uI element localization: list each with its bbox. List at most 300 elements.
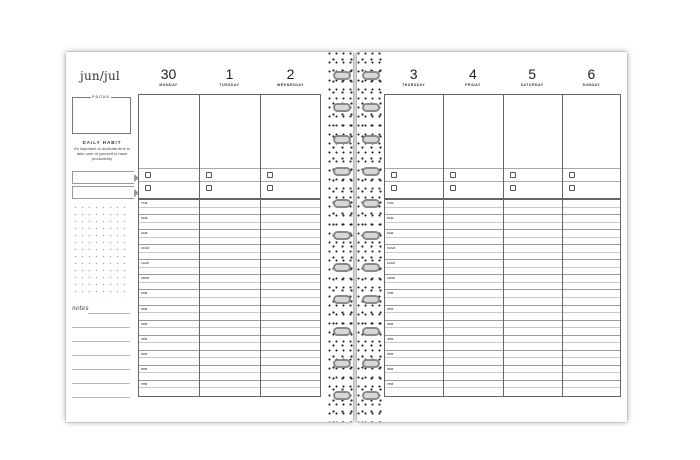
schedule-line[interactable]	[261, 357, 320, 358]
day-box[interactable]	[260, 94, 321, 397]
day-box[interactable]	[199, 94, 260, 397]
schedule-line[interactable]	[385, 229, 443, 230]
schedule-line[interactable]	[563, 252, 620, 253]
schedule-line[interactable]	[385, 387, 443, 388]
task-checkbox[interactable]	[510, 185, 516, 191]
task-checkbox[interactable]	[569, 172, 575, 178]
day-header	[503, 66, 562, 87]
binder-ring	[362, 135, 380, 144]
day-header	[199, 66, 260, 87]
schedule-line[interactable]	[139, 207, 199, 208]
schedule-divider	[504, 198, 562, 200]
schedule-line[interactable]	[385, 252, 443, 253]
binder-ring	[333, 231, 351, 240]
schedule-line[interactable]	[139, 222, 199, 223]
habit-tracker-row[interactable]	[72, 171, 134, 184]
time-label: 12PM	[141, 276, 149, 281]
schedule-line[interactable]	[563, 214, 620, 215]
schedule-line[interactable]	[261, 267, 320, 268]
schedule-line[interactable]	[139, 342, 199, 343]
day-box[interactable]	[138, 94, 199, 397]
task-checkbox[interactable]	[206, 185, 212, 191]
notes-line[interactable]	[72, 369, 130, 370]
schedule-line[interactable]	[563, 342, 620, 343]
right-days-grid	[384, 52, 621, 422]
focus-box[interactable]	[72, 97, 131, 134]
binder-ring	[362, 391, 380, 400]
schedule-line[interactable]	[200, 365, 260, 366]
schedule-line[interactable]	[261, 282, 320, 283]
task-checkbox[interactable]	[206, 172, 212, 178]
schedule-line[interactable]	[444, 305, 502, 306]
dot-grid[interactable]	[72, 204, 130, 298]
schedule-line[interactable]	[385, 207, 443, 208]
schedule-line[interactable]	[563, 387, 620, 388]
schedule-line[interactable]	[444, 357, 502, 358]
time-label: 1PM	[141, 291, 148, 296]
schedule-line[interactable]	[444, 342, 502, 343]
schedule-line[interactable]	[504, 252, 562, 253]
day-number: 5	[528, 66, 537, 82]
schedule-line[interactable]	[563, 222, 620, 223]
schedule-line[interactable]	[385, 297, 443, 298]
binder-ring	[333, 391, 351, 400]
schedule-line[interactable]	[200, 297, 260, 298]
schedule-line[interactable]	[563, 237, 620, 238]
schedule-divider	[139, 198, 199, 200]
schedule-line[interactable]	[504, 305, 562, 306]
schedule-line[interactable]	[563, 320, 620, 321]
schedule-line[interactable]	[504, 259, 562, 260]
task-checkbox[interactable]	[450, 185, 456, 191]
schedule-line[interactable]	[504, 342, 562, 343]
schedule-line[interactable]	[261, 335, 320, 336]
task-checkbox[interactable]	[145, 172, 151, 178]
time-label: 3PM	[387, 321, 394, 326]
schedule-line[interactable]	[139, 357, 199, 358]
schedule-line[interactable]	[563, 259, 620, 260]
task-row[interactable]	[261, 168, 320, 181]
time-label: 1PM	[387, 291, 394, 296]
schedule-line[interactable]	[563, 305, 620, 306]
schedule-line[interactable]	[200, 387, 260, 388]
schedule-line[interactable]	[444, 365, 502, 366]
schedule-line[interactable]	[504, 214, 562, 215]
day-number: 30	[160, 66, 177, 82]
day-box[interactable]	[443, 94, 502, 397]
binder-ring	[333, 199, 351, 208]
schedule-line[interactable]	[385, 380, 443, 381]
schedule-line[interactable]	[385, 335, 443, 336]
schedule-line[interactable]	[385, 274, 443, 275]
schedule-line[interactable]	[200, 380, 260, 381]
time-label: 8AM	[141, 216, 148, 221]
schedule-line[interactable]	[261, 387, 320, 388]
schedule-line[interactable]	[504, 237, 562, 238]
binder-ring	[362, 359, 380, 368]
schedule-line[interactable]	[444, 312, 502, 313]
daily-habit-text: It's important to dedicate time to take care of yourself to have productivity	[73, 146, 131, 161]
schedule-line[interactable]	[261, 259, 320, 260]
schedule-divider	[261, 198, 320, 200]
schedule-line[interactable]	[444, 252, 502, 253]
schedule-line[interactable]	[563, 274, 620, 275]
schedule-line[interactable]	[504, 327, 562, 328]
schedule-line[interactable]	[200, 305, 260, 306]
binder-ring	[333, 103, 351, 112]
task-row[interactable]	[563, 168, 620, 181]
schedule-line[interactable]	[139, 350, 199, 351]
schedule-line[interactable]	[139, 237, 199, 238]
schedule-line[interactable]	[261, 327, 320, 328]
binder-ring	[333, 71, 351, 80]
schedule-line[interactable]	[504, 289, 562, 290]
schedule-line[interactable]	[504, 387, 562, 388]
schedule-line[interactable]	[139, 267, 199, 268]
day-name: FRIDAY	[465, 83, 481, 87]
task-row[interactable]	[504, 168, 562, 181]
time-label: 11AM	[387, 261, 395, 266]
day-column	[503, 52, 562, 422]
schedule-line[interactable]	[385, 350, 443, 351]
schedule-line[interactable]	[504, 365, 562, 366]
schedule-line[interactable]	[385, 289, 443, 290]
schedule-line[interactable]	[261, 305, 320, 306]
schedule-divider	[200, 198, 260, 200]
day-column	[443, 52, 502, 422]
day-name: WEDNESDAY	[277, 83, 304, 87]
schedule-line[interactable]	[261, 320, 320, 321]
task-checkbox[interactable]	[391, 185, 397, 191]
schedule-line[interactable]	[200, 252, 260, 253]
schedule-line[interactable]	[563, 229, 620, 230]
schedule-line[interactable]	[139, 297, 199, 298]
schedule-line[interactable]	[385, 267, 443, 268]
schedule-line[interactable]	[200, 244, 260, 245]
schedule-line[interactable]	[444, 207, 502, 208]
schedule-line[interactable]	[444, 335, 502, 336]
schedule-line[interactable]	[444, 387, 502, 388]
day-header	[562, 66, 621, 87]
schedule-line[interactable]	[261, 244, 320, 245]
schedule-line[interactable]	[504, 350, 562, 351]
task-row[interactable]	[139, 168, 199, 181]
schedule-divider	[444, 198, 502, 200]
schedule-line[interactable]	[444, 289, 502, 290]
schedule-line[interactable]	[200, 222, 260, 223]
schedule-line[interactable]	[200, 229, 260, 230]
time-label: 7AM	[387, 201, 394, 205]
schedule-line[interactable]	[261, 350, 320, 351]
task-checkbox[interactable]	[510, 172, 516, 178]
time-label: 10AM	[387, 246, 396, 251]
schedule-line[interactable]	[444, 350, 502, 351]
schedule-line[interactable]	[563, 282, 620, 283]
time-label: 3PM	[141, 321, 148, 326]
schedule-line[interactable]	[444, 237, 502, 238]
day-column	[138, 52, 199, 422]
schedule-line[interactable]	[504, 335, 562, 336]
schedule-line[interactable]	[200, 342, 260, 343]
day-number: 6	[587, 66, 596, 82]
schedule-line[interactable]	[444, 320, 502, 321]
day-number: 2	[286, 66, 295, 82]
schedule-line[interactable]	[261, 252, 320, 253]
day-box[interactable]	[503, 94, 562, 397]
schedule-line[interactable]	[563, 297, 620, 298]
schedule-line[interactable]	[200, 267, 260, 268]
sidebar	[66, 52, 136, 422]
schedule-line[interactable]	[563, 365, 620, 366]
schedule-line[interactable]	[139, 387, 199, 388]
schedule-line[interactable]	[200, 207, 260, 208]
schedule-line[interactable]	[139, 305, 199, 306]
schedule-line[interactable]	[139, 259, 199, 260]
schedule-line[interactable]	[385, 365, 443, 366]
schedule-line[interactable]	[563, 289, 620, 290]
schedule-line[interactable]	[563, 372, 620, 373]
schedule-line[interactable]	[385, 305, 443, 306]
schedule-line[interactable]	[200, 259, 260, 260]
day-number: 1	[225, 66, 234, 82]
time-label: 5PM	[141, 351, 148, 356]
time-label: 4PM	[387, 336, 394, 341]
time-label: 2PM	[141, 306, 148, 311]
binder-ring	[333, 167, 351, 176]
schedule-line[interactable]	[139, 320, 199, 321]
time-label: 12PM	[387, 276, 395, 281]
schedule-line[interactable]	[385, 237, 443, 238]
task-row[interactable]	[444, 181, 502, 194]
schedule-line[interactable]	[200, 214, 260, 215]
schedule-line[interactable]	[504, 274, 562, 275]
time-label: 2PM	[387, 306, 394, 311]
schedule-line[interactable]	[200, 357, 260, 358]
schedule-line[interactable]	[385, 282, 443, 283]
schedule-line[interactable]	[444, 222, 502, 223]
schedule-line[interactable]	[139, 214, 199, 215]
schedule-line[interactable]	[261, 365, 320, 366]
left-days-grid	[138, 52, 321, 422]
schedule-line[interactable]	[139, 252, 199, 253]
schedule-line[interactable]	[385, 342, 443, 343]
schedule-line[interactable]	[261, 229, 320, 230]
task-checkbox[interactable]	[569, 185, 575, 191]
time-label: 7AM	[141, 201, 148, 205]
schedule-line[interactable]	[261, 342, 320, 343]
time-label: 8AM	[387, 216, 394, 221]
schedule-line[interactable]	[385, 214, 443, 215]
day-name: THURSDAY	[402, 83, 426, 87]
schedule-line[interactable]	[444, 244, 502, 245]
task-row[interactable]	[444, 168, 502, 181]
schedule-line[interactable]	[385, 244, 443, 245]
schedule-line[interactable]	[261, 312, 320, 313]
schedule-line[interactable]	[444, 372, 502, 373]
day-column	[199, 52, 260, 422]
schedule-line[interactable]	[563, 350, 620, 351]
time-label: 7PM	[141, 381, 148, 386]
schedule-line[interactable]	[504, 297, 562, 298]
day-name: MONDAY	[159, 83, 178, 87]
schedule-line[interactable]	[261, 274, 320, 275]
task-row[interactable]	[261, 181, 320, 194]
binder-ring	[362, 231, 380, 240]
schedule-line[interactable]	[385, 320, 443, 321]
schedule-line[interactable]	[261, 380, 320, 381]
schedule-line[interactable]	[563, 327, 620, 328]
schedule-line[interactable]	[385, 327, 443, 328]
time-label: 11AM	[141, 261, 149, 266]
task-checkbox[interactable]	[391, 172, 397, 178]
time-label: 5PM	[387, 351, 394, 356]
schedule-line[interactable]	[261, 214, 320, 215]
schedule-line[interactable]	[139, 274, 199, 275]
schedule-line[interactable]	[261, 289, 320, 290]
schedule-line[interactable]	[261, 222, 320, 223]
schedule-line[interactable]	[200, 350, 260, 351]
time-label: 9AM	[387, 231, 394, 236]
task-row[interactable]	[139, 181, 199, 194]
day-header	[260, 66, 321, 87]
day-box[interactable]	[384, 94, 443, 397]
schedule-line[interactable]	[563, 357, 620, 358]
schedule-line[interactable]	[563, 207, 620, 208]
schedule-line[interactable]	[139, 229, 199, 230]
notes-line[interactable]	[72, 397, 130, 398]
schedule-line[interactable]	[444, 267, 502, 268]
schedule-line[interactable]	[444, 327, 502, 328]
task-checkbox[interactable]	[267, 185, 273, 191]
schedule-line[interactable]	[261, 372, 320, 373]
task-checkbox[interactable]	[267, 172, 273, 178]
schedule-line[interactable]	[139, 335, 199, 336]
schedule-line[interactable]	[504, 267, 562, 268]
schedule-line[interactable]	[200, 282, 260, 283]
schedule-line[interactable]	[200, 327, 260, 328]
schedule-line[interactable]	[504, 207, 562, 208]
schedule-line[interactable]	[200, 335, 260, 336]
task-checkbox[interactable]	[145, 185, 151, 191]
task-row[interactable]	[385, 168, 443, 181]
schedule-line[interactable]	[385, 259, 443, 260]
schedule-line[interactable]	[261, 297, 320, 298]
schedule-line[interactable]	[504, 380, 562, 381]
day-header	[138, 66, 199, 87]
schedule-line[interactable]	[139, 365, 199, 366]
notes-label: notes	[72, 305, 89, 312]
schedule-line[interactable]	[385, 372, 443, 373]
schedule-line[interactable]	[139, 380, 199, 381]
notes-line[interactable]	[72, 327, 130, 328]
binder-ring	[362, 103, 380, 112]
schedule-line[interactable]	[504, 320, 562, 321]
task-row[interactable]	[563, 181, 620, 194]
schedule-line[interactable]	[139, 372, 199, 373]
day-header	[443, 66, 502, 87]
schedule-line[interactable]	[261, 237, 320, 238]
schedule-line[interactable]	[444, 380, 502, 381]
schedule-line[interactable]	[444, 214, 502, 215]
day-name: SATURDAY	[520, 83, 544, 87]
schedule-line[interactable]	[563, 267, 620, 268]
task-row[interactable]	[385, 181, 443, 194]
schedule-line[interactable]	[385, 312, 443, 313]
task-checkbox[interactable]	[450, 172, 456, 178]
schedule-line[interactable]	[563, 335, 620, 336]
time-label: 7PM	[387, 381, 394, 386]
day-column	[384, 52, 443, 422]
schedule-line[interactable]	[563, 380, 620, 381]
task-row[interactable]	[200, 181, 260, 194]
day-number: 3	[409, 66, 418, 82]
schedule-line[interactable]	[200, 372, 260, 373]
day-box[interactable]	[562, 94, 621, 397]
schedule-line[interactable]	[200, 289, 260, 290]
schedule-line[interactable]	[200, 274, 260, 275]
month-label: jun/jul	[80, 69, 120, 83]
schedule-line[interactable]	[504, 282, 562, 283]
day-column	[260, 52, 321, 422]
schedule-line[interactable]	[444, 274, 502, 275]
notes-line[interactable]	[88, 313, 130, 314]
notes-line[interactable]	[72, 355, 130, 356]
task-row[interactable]	[504, 181, 562, 194]
schedule-line[interactable]	[139, 244, 199, 245]
schedule-line[interactable]	[563, 312, 620, 313]
schedule-line[interactable]	[139, 327, 199, 328]
schedule-line[interactable]	[444, 297, 502, 298]
schedule-line[interactable]	[200, 237, 260, 238]
day-column	[562, 52, 621, 422]
day-header	[384, 66, 443, 87]
schedule-line[interactable]	[139, 312, 199, 313]
schedule-line[interactable]	[504, 357, 562, 358]
day-name: TUESDAY	[219, 83, 240, 87]
habit-tracker-row[interactable]	[72, 186, 134, 199]
schedule-line[interactable]	[385, 222, 443, 223]
task-row[interactable]	[200, 168, 260, 181]
schedule-line[interactable]	[504, 222, 562, 223]
schedule-line[interactable]	[563, 244, 620, 245]
time-label: 6PM	[141, 366, 148, 371]
schedule-line[interactable]	[200, 312, 260, 313]
schedule-line[interactable]	[200, 320, 260, 321]
schedule-line[interactable]	[444, 282, 502, 283]
schedule-line[interactable]	[444, 259, 502, 260]
schedule-line[interactable]	[139, 289, 199, 290]
day-name: SUNDAY	[582, 83, 601, 87]
schedule-line[interactable]	[504, 372, 562, 373]
schedule-divider	[563, 198, 620, 200]
schedule-line[interactable]	[504, 312, 562, 313]
schedule-line[interactable]	[261, 207, 320, 208]
schedule-line[interactable]	[385, 357, 443, 358]
focus-label: FOCUS	[92, 95, 110, 99]
binder-ring	[333, 263, 351, 272]
notes-line[interactable]	[72, 383, 130, 384]
schedule-line[interactable]	[504, 229, 562, 230]
schedule-line[interactable]	[504, 244, 562, 245]
binder-ring	[362, 327, 380, 336]
schedule-line[interactable]	[139, 282, 199, 283]
binder-ring	[333, 359, 351, 368]
binder-ring	[362, 263, 380, 272]
schedule-line[interactable]	[444, 229, 502, 230]
binder-ring	[333, 295, 351, 304]
notes-line[interactable]	[72, 341, 130, 342]
binder-ring	[362, 167, 380, 176]
